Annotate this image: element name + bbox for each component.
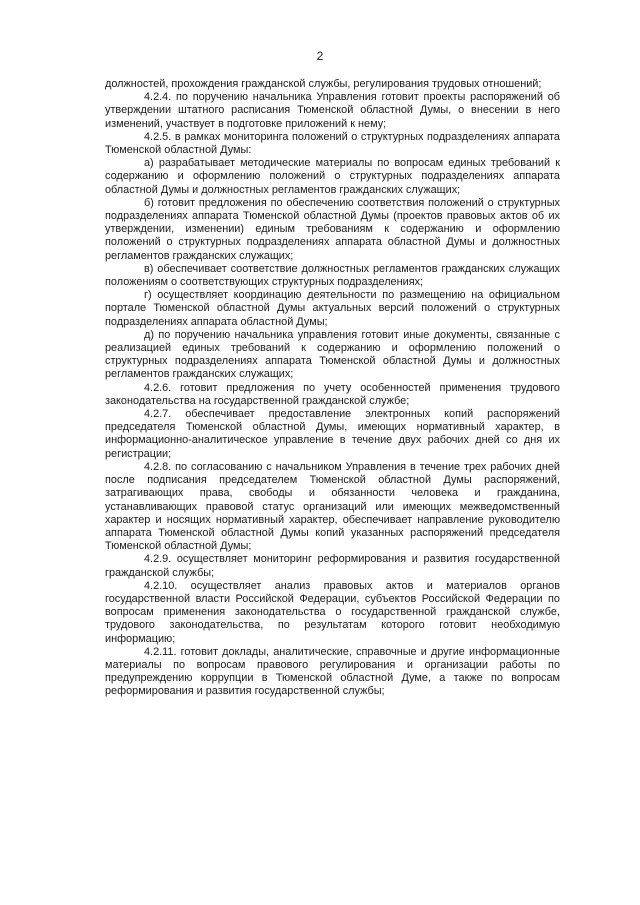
paragraph-4-2-5-d: д) по поручению начальника управления готовит иные документы, связанные с реализацией единых требований к содержанию и оформлению положений о структурных подразделениях аппарата Тюменской областной Думы и должностных регламентов гражданских служащих; xyxy=(105,328,560,381)
paragraph-4-2-5-v: в) обеспечивает соответствие должностных регламентов гражданских служащих положениям о соответствующих структурных подразделениях; xyxy=(105,262,560,289)
paragraph-4-2-5-g: г) осуществляет координацию деятельности по размещению на официальном портале Тюменской областной Думы актуальных версий положений о структурных подразделениях аппарата областной Думы; xyxy=(105,289,560,328)
paragraph-4-2-9: 4.2.9. осуществляет мониторинг реформирования и развития государственной гражданской службы; xyxy=(105,553,560,579)
paragraph-4-2-4: 4.2.4. по поручению начальника Управления готовит проекты распоряжений об утверждении штатного расписания Тюменской областной Думы, о внесении в него изменений, участвует в подготовке приложений к нему; xyxy=(105,91,560,130)
paragraph-4-2-6: 4.2.6. готовит предложения по учету особенностей применения трудового законодательства на государственной гражданской службе; xyxy=(105,381,560,407)
paragraph-4-2-11: 4.2.11. готовит доклады, аналитические, справочные и другие информационные материалы по вопросам правового регулирования и организации работы по предупреждению коррупции в Тюменской областной Думе, а также по вопросам реформирования и развития государственной службы; xyxy=(105,645,560,698)
paragraph-continuation: должностей, прохождения гражданской службы, регулирования трудовых отношений; xyxy=(105,78,542,90)
document-body xyxy=(105,78,560,699)
paragraph-4-2-5-b: б) готовит предложения по обеспечению соответствия положений о структурных подразделениях аппарата Тюменской областной Думы (проектов правовых актов об их утверждении, изменении) единым требованиям к содержанию и оформлению положений о структурных подразделениях аппарата областной Думы и должностных регламентов гражданских служащих; xyxy=(105,196,560,262)
paragraph-4-2-8: 4.2.8. по согласованию с начальником Управления в течение трех рабочих дней после подписания председателем Тюменской областной Думы распоряжений, затрагивающих права, свободы и обязанности человека и гражданина, устанавливающих правовой статус организаций или имеющих межведомственный характер и носящих нормативный характер, обеспечивает направление руководителю аппарата Тюменской областной Думы копий указанных распоряжений председателя Тюменской областной Думы; xyxy=(105,460,560,553)
paragraph-4-2-5: 4.2.5. в рамках мониторинга положений о структурных подразделениях аппарата Тюменской областной Думы: xyxy=(105,130,560,157)
paragraph-4-2-10: 4.2.10. осуществляет анализ правовых актов и материалов органов государственной власти Российской Федерации, субъектов Российской Федерации по вопросам применения законодательства о государственной гражданской службе, трудового законодательства, по результатам которого готовит необходимую информацию; xyxy=(105,579,560,645)
paragraph-4-2-7: 4.2.7. обеспечивает предоставление электронных копий распоряжений председателя Тюменской областной Думы, имеющих нормативный характер, в информационно-аналитическое управление в течение двух рабочих дней со дня их регистрации; xyxy=(105,408,560,460)
paragraph-4-2-5-a: а) разрабатывает методические материалы по вопросам единых требований к содержанию и оформлению положений о структурных подразделениях аппарата областной Думы и должностных регламентов гражданских служащих; xyxy=(105,157,560,196)
page-number: 2 xyxy=(316,49,324,63)
